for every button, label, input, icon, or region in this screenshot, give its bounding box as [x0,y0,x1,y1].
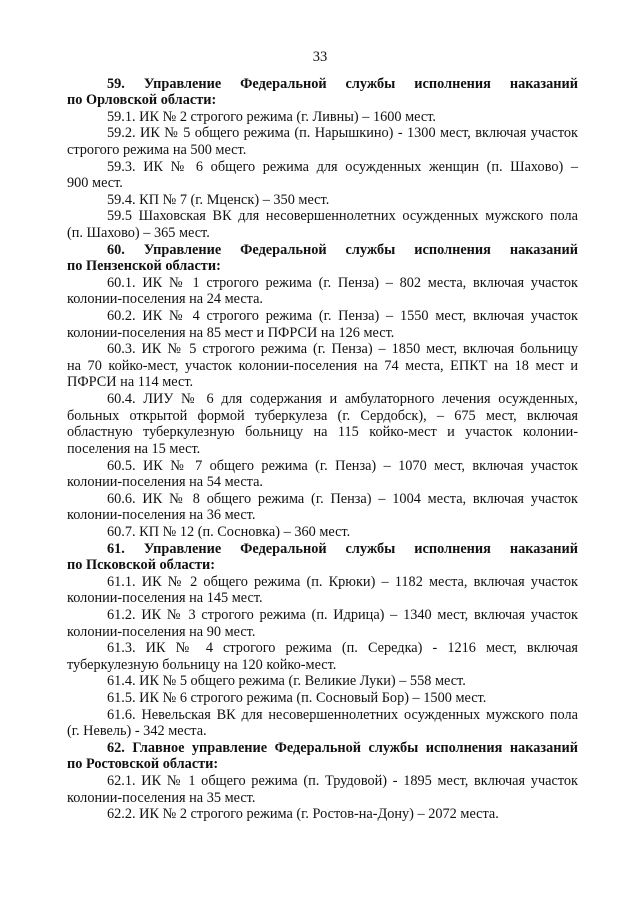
text-line: 60.5. ИК № 7 общего режима (г. Пенза) – 1070 мест, включая участок [107,457,578,474]
text-line: по Псковской области: [67,557,215,574]
list-item [67,308,578,341]
text-line: 59.2. ИК № 5 общего режима (п. Нарышкино) - 1300 мест, включая участок [107,125,578,142]
text-line: колонии-поселения на 36 мест. [67,507,256,524]
list-item [67,607,578,640]
text-line: 61.4. ИК № 5 общего режима (г. Великие Луки) – 558 мест. [107,673,466,690]
list-item [67,208,578,241]
list-item [67,806,578,823]
list-item [67,640,578,673]
text-line: 61.1. ИК № 2 общего режима (п. Крюки) – 1182 места, включая участок [107,573,578,590]
text-line: 59. Управление Федеральной службы исполнения наказаний [107,75,578,92]
text-line: 60. Управление Федеральной службы исполнения наказаний [107,241,578,258]
section-heading [67,76,578,109]
text-line: 60.1. ИК № 1 строгого режима (г. Пенза) – 802 места, включая участок [107,274,578,291]
text-line: 59.3. ИК № 6 общего режима для осужденных женщин (п. Шахово) – [107,158,578,175]
list-item [67,192,578,209]
section-heading [67,740,578,773]
text-line: 62. Главное управление Федеральной службы исполнения наказаний [107,739,578,756]
list-item [67,275,578,308]
list-item [67,690,578,707]
text-line: 900 мест. [67,175,123,192]
text-line: 62.2. ИК № 2 строгого режима (г. Ростов-на-Дону) – 2072 места. [107,806,499,823]
section-heading [67,541,578,574]
text-line: 61. Управление Федеральной службы исполнения наказаний [107,540,578,557]
text-line: колонии-поселения на 90 мест. [67,623,256,640]
list-item [67,391,578,457]
list-item [67,574,578,607]
text-line: 60.2. ИК № 4 строгого режима (г. Пенза) – 1550 мест, включая участок [107,308,578,325]
list-item [67,159,578,192]
section-heading [67,242,578,275]
text-line: областную туберкулезную больницу на 115 койко-мест и участок колонии- [67,424,578,441]
text-line: (п. Шахово) – 365 мест. [67,224,210,241]
text-line: строгого режима на 500 мест. [67,141,247,158]
text-line: колонии-поселения на 35 мест. [67,789,256,806]
list-item [67,524,578,541]
text-line: по Орловской области: [67,92,217,109]
list-item [67,773,578,806]
text-line: 61.2. ИК № 3 строгого режима (п. Идрица) – 1340 мест, включая участок [107,607,578,623]
list-item [67,109,578,126]
text-line: ПФРСИ на 114 мест. [67,374,194,391]
list-item [67,491,578,524]
text-line: по Пензенской области: [67,258,221,275]
list-item [67,125,578,158]
text-line: 59.5 Шаховская ВК для несовершеннолетних осужденных мужского пола [107,208,578,225]
text-line: туберкулезную больницу на 120 койко-мест. [67,656,337,673]
text-line: 60.6. ИК № 8 общего режима (г. Пенза) – 1004 места, включая участок [107,490,578,507]
text-line: 60.7. КП № 12 (п. Сосновка) – 360 мест. [107,523,351,540]
text-line: колонии-поселения на 24 места. [67,291,264,308]
text-line: 59.4. КП № 7 (г. Мценск) – 350 мест. [107,191,330,208]
document-body [67,76,578,823]
text-line: 61.5. ИК № 6 строгого режима (п. Сосновый Бор) – 1500 мест. [107,690,487,707]
text-line: колонии-поселения на 54 места. [67,474,264,491]
list-item [67,458,578,491]
text-line: на 70 койко-мест, участок колонии-поселения на 74 места, ЕПКТ на 18 мест и [67,357,578,374]
text-line: 61.3. ИК № 4 строгого режима (п. Середка) - 1216 мест, включая [107,640,578,657]
text-line: поселения на 15 мест. [67,440,201,457]
page-number: 33 [312,49,328,65]
text-line: 60.3. ИК № 5 строгого режима (г. Пенза) – 1850 мест, включая больницу [107,341,578,358]
text-line: 60.4. ЛИУ № 6 для содержания и амбулаторного лечения осужденных, [107,391,578,408]
text-line: (г. Невель) - 342 места. [67,723,207,740]
text-line: по Ростовской области: [67,756,219,773]
text-line: 61.6. Невельская ВК для несовершеннолетних осужденных мужского пола [107,706,578,723]
list-item [67,673,578,690]
text-line: колонии-поселения на 145 мест. [67,590,263,607]
list-item [67,341,578,391]
text-line: 62.1. ИК № 1 общего режима (п. Трудовой) - 1895 мест, включая участок [107,773,578,790]
list-item [67,707,578,740]
text-line: 59.1. ИК № 2 строгого режима (г. Ливны) – 1600 мест. [107,108,436,125]
text-line: колонии-поселения на 85 мест и ПФРСИ на 126 мест. [67,324,395,341]
text-line: больных открытой формой туберкулеза (г. Сердобск), – 675 мест, включая [67,407,578,424]
